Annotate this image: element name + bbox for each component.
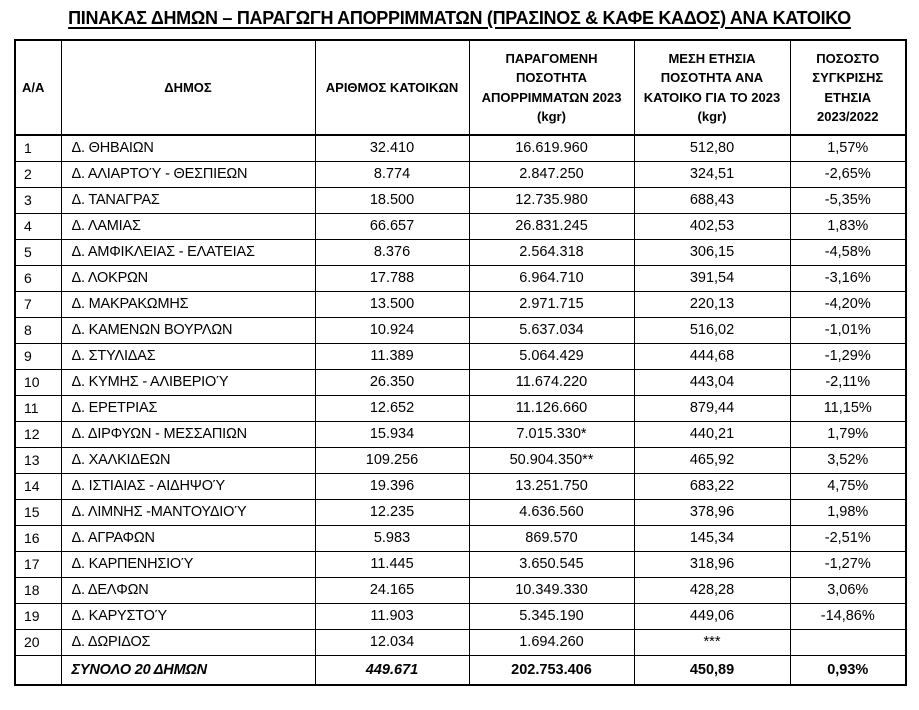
cell-comparison: 1,57% [790,135,906,161]
cell-population: 8.774 [315,161,469,187]
cell-population: 12.652 [315,395,469,421]
cell-municipality: Δ. ΔΩΡΙΔΟΣ [61,629,315,655]
cell-comparison: 1,83% [790,213,906,239]
cell-per-capita: 391,54 [634,265,790,291]
cell-row-number: 7 [15,291,61,317]
table-row [15,161,906,187]
cell-comparison: -3,16% [790,265,906,291]
cell-population: 15.934 [315,421,469,447]
cell-row-number: 20 [15,629,61,655]
cell-row-number: 2 [15,161,61,187]
cell-municipality: Δ. ΤΑΝΑΓΡΑΣ [61,187,315,213]
cell-quantity: 10.349.330 [469,577,634,603]
cell-quantity: 50.904.350** [469,447,634,473]
cell-population: 24.165 [315,577,469,603]
table-row [15,135,906,161]
cell-per-capita: 378,96 [634,499,790,525]
cell-quantity: 26.831.245 [469,213,634,239]
cell-quantity: 3.650.545 [469,551,634,577]
cell-per-capita: 683,22 [634,473,790,499]
cell-per-capita: 512,80 [634,135,790,161]
cell-comparison: -2,11% [790,369,906,395]
col-header-quantity-2023: ΠΑΡΑΓΟΜΕΝΗ ΠΟΣΟΤΗΤΑ ΑΠΟΡΡΙΜΜΑΤΩΝ 2023 (kgr) [469,40,634,135]
table-row [15,421,906,447]
cell-quantity: 13.251.750 [469,473,634,499]
cell-population: 12.034 [315,629,469,655]
cell-per-capita: 145,34 [634,525,790,551]
cell-population: 18.500 [315,187,469,213]
cell-row-number: 10 [15,369,61,395]
cell-municipality: Δ. ΣΤΥΛΙΔΑΣ [61,343,315,369]
cell-comparison: -4,58% [790,239,906,265]
cell-row-number: 12 [15,421,61,447]
cell-comparison: 3,06% [790,577,906,603]
total-comparison: 0,93% [790,655,906,685]
cell-quantity: 869.570 [469,525,634,551]
table-row [15,395,906,421]
table-row [15,187,906,213]
cell-row-number: 4 [15,213,61,239]
cell-population: 17.788 [315,265,469,291]
cell-quantity: 5.345.190 [469,603,634,629]
cell-municipality: Δ. ΕΡΕΤΡΙΑΣ [61,395,315,421]
table-row [15,551,906,577]
cell-row-number: 3 [15,187,61,213]
cell-quantity: 11.126.660 [469,395,634,421]
col-header-population: ΑΡΙΘΜΟΣ ΚΑΤΟΙΚΩΝ [315,40,469,135]
cell-municipality: Δ. ΔΕΛΦΩΝ [61,577,315,603]
cell-municipality: Δ. ΑΛΙΑΡΤΟΎ - ΘΕΣΠΙΕΩΝ [61,161,315,187]
cell-row-number: 17 [15,551,61,577]
cell-quantity: 11.674.220 [469,369,634,395]
cell-row-number: 15 [15,499,61,525]
cell-population: 32.410 [315,135,469,161]
cell-comparison: -1,29% [790,343,906,369]
table-header-row [15,40,906,135]
cell-row-number: 18 [15,577,61,603]
table-row [15,239,906,265]
cell-row-number [15,655,61,685]
table-row [15,447,906,473]
cell-quantity: 16.619.960 [469,135,634,161]
cell-row-number: 6 [15,265,61,291]
table-row [15,499,906,525]
cell-per-capita: 443,04 [634,369,790,395]
cell-comparison: -5,35% [790,187,906,213]
col-header-aa: Α/Α [15,40,61,135]
cell-quantity: 6.964.710 [469,265,634,291]
total-label: ΣΥΝΟΛΟ 20 ΔΗΜΩΝ [61,655,315,685]
cell-municipality: Δ. ΚΑΡΠΕΝΗΣΙΟΎ [61,551,315,577]
cell-quantity: 2.971.715 [469,291,634,317]
cell-per-capita: 318,96 [634,551,790,577]
cell-per-capita: 444,68 [634,343,790,369]
cell-population: 10.924 [315,317,469,343]
col-header-comparison-pct: ΠΟΣΟΣΤΟ ΣΥΓΚΡΙΣΗΣ ΕΤΗΣΙΑ 2023/2022 [790,40,906,135]
cell-quantity: 12.735.980 [469,187,634,213]
table-row [15,265,906,291]
table-row [15,369,906,395]
cell-population: 19.396 [315,473,469,499]
cell-population: 11.389 [315,343,469,369]
cell-per-capita: 879,44 [634,395,790,421]
cell-population: 109.256 [315,447,469,473]
cell-quantity: 4.636.560 [469,499,634,525]
table-row [15,525,906,551]
table-row [15,629,906,655]
municipalities-waste-table [14,39,907,686]
col-header-municipality: ΔΗΜΟΣ [61,40,315,135]
cell-per-capita: 516,02 [634,317,790,343]
cell-row-number: 11 [15,395,61,421]
cell-municipality: Δ. ΚΑΡΥΣΤΟΎ [61,603,315,629]
cell-population: 11.903 [315,603,469,629]
cell-municipality: Δ. ΑΜΦΙΚΛΕΙΑΣ - ΕΛΑΤΕΙΑΣ [61,239,315,265]
cell-comparison: -2,51% [790,525,906,551]
cell-row-number: 1 [15,135,61,161]
cell-quantity: 7.015.330* [469,421,634,447]
total-population: 449.671 [315,655,469,685]
cell-population: 13.500 [315,291,469,317]
cell-municipality: Δ. ΛΟΚΡΩΝ [61,265,315,291]
cell-municipality: Δ. ΚΑΜΕΝΩΝ ΒΟΥΡΛΩΝ [61,317,315,343]
cell-row-number: 14 [15,473,61,499]
cell-population: 66.657 [315,213,469,239]
cell-comparison: -4,20% [790,291,906,317]
cell-row-number: 19 [15,603,61,629]
cell-population: 11.445 [315,551,469,577]
cell-per-capita: 220,13 [634,291,790,317]
cell-row-number: 9 [15,343,61,369]
cell-per-capita: 465,92 [634,447,790,473]
cell-per-capita: 306,15 [634,239,790,265]
cell-comparison: 1,79% [790,421,906,447]
cell-comparison: -1,01% [790,317,906,343]
cell-comparison: 3,52% [790,447,906,473]
cell-per-capita: 402,53 [634,213,790,239]
cell-municipality: Δ. ΧΑΛΚΙΔΕΩΝ [61,447,315,473]
total-quantity: 202.753.406 [469,655,634,685]
cell-municipality: Δ. ΛΑΜΙΑΣ [61,213,315,239]
cell-comparison: -1,27% [790,551,906,577]
table-row [15,291,906,317]
cell-row-number: 16 [15,525,61,551]
cell-municipality: Δ. ΙΣΤΙΑΙΑΣ - ΑΙΔΗΨΟΎ [61,473,315,499]
col-header-per-capita-2023: ΜΕΣΗ ΕΤΗΣΙΑ ΠΟΣΟΤΗΤΑ ΑΝΑ ΚΑΤΟΙΚΟ ΓΙΑ ΤΟ 2023 (kgr) [634,40,790,135]
cell-municipality: Δ. ΜΑΚΡΑΚΩΜΗΣ [61,291,315,317]
cell-per-capita: *** [634,629,790,655]
cell-population: 5.983 [315,525,469,551]
cell-municipality: Δ. ΘΗΒΑΙΩΝ [61,135,315,161]
cell-per-capita: 440,21 [634,421,790,447]
cell-row-number: 8 [15,317,61,343]
total-row [15,655,906,685]
cell-municipality: Δ. ΔΙΡΦΥΩΝ - ΜΕΣΣΑΠΙΩΝ [61,421,315,447]
total-per-capita: 450,89 [634,655,790,685]
cell-municipality: Δ. ΛΙΜΝΗΣ -ΜΑΝΤΟΥΔΙΟΎ [61,499,315,525]
table-row [15,213,906,239]
cell-comparison [790,629,906,655]
cell-comparison: -14,86% [790,603,906,629]
cell-municipality: Δ. ΑΓΡΑΦΩΝ [61,525,315,551]
cell-quantity: 2.564.318 [469,239,634,265]
cell-quantity: 5.637.034 [469,317,634,343]
cell-row-number: 13 [15,447,61,473]
cell-per-capita: 428,28 [634,577,790,603]
cell-comparison: -2,65% [790,161,906,187]
table-row [15,343,906,369]
cell-municipality: Δ. ΚΥΜΗΣ - ΑΛΙΒΕΡΙΟΎ [61,369,315,395]
cell-quantity: 2.847.250 [469,161,634,187]
cell-population: 12.235 [315,499,469,525]
cell-comparison: 4,75% [790,473,906,499]
cell-per-capita: 324,51 [634,161,790,187]
page-title: ΠΙΝΑΚΑΣ ΔΗΜΩΝ – ΠΑΡΑΓΩΓΗ ΑΠΟΡΡΙΜΜΑΤΩΝ (ΠΡΑΣΙΝΟΣ & ΚΑΦΕ ΚΑΔΟΣ) ΑΝΑ ΚΑΤΟΙΚΟ [68,8,851,28]
cell-per-capita: 449,06 [634,603,790,629]
cell-row-number: 5 [15,239,61,265]
cell-comparison: 11,15% [790,395,906,421]
cell-population: 8.376 [315,239,469,265]
table-row [15,577,906,603]
table-row [15,473,906,499]
cell-population: 26.350 [315,369,469,395]
table-row [15,317,906,343]
cell-quantity: 1.694.260 [469,629,634,655]
cell-comparison: 1,98% [790,499,906,525]
cell-per-capita: 688,43 [634,187,790,213]
table-row [15,603,906,629]
cell-quantity: 5.064.429 [469,343,634,369]
